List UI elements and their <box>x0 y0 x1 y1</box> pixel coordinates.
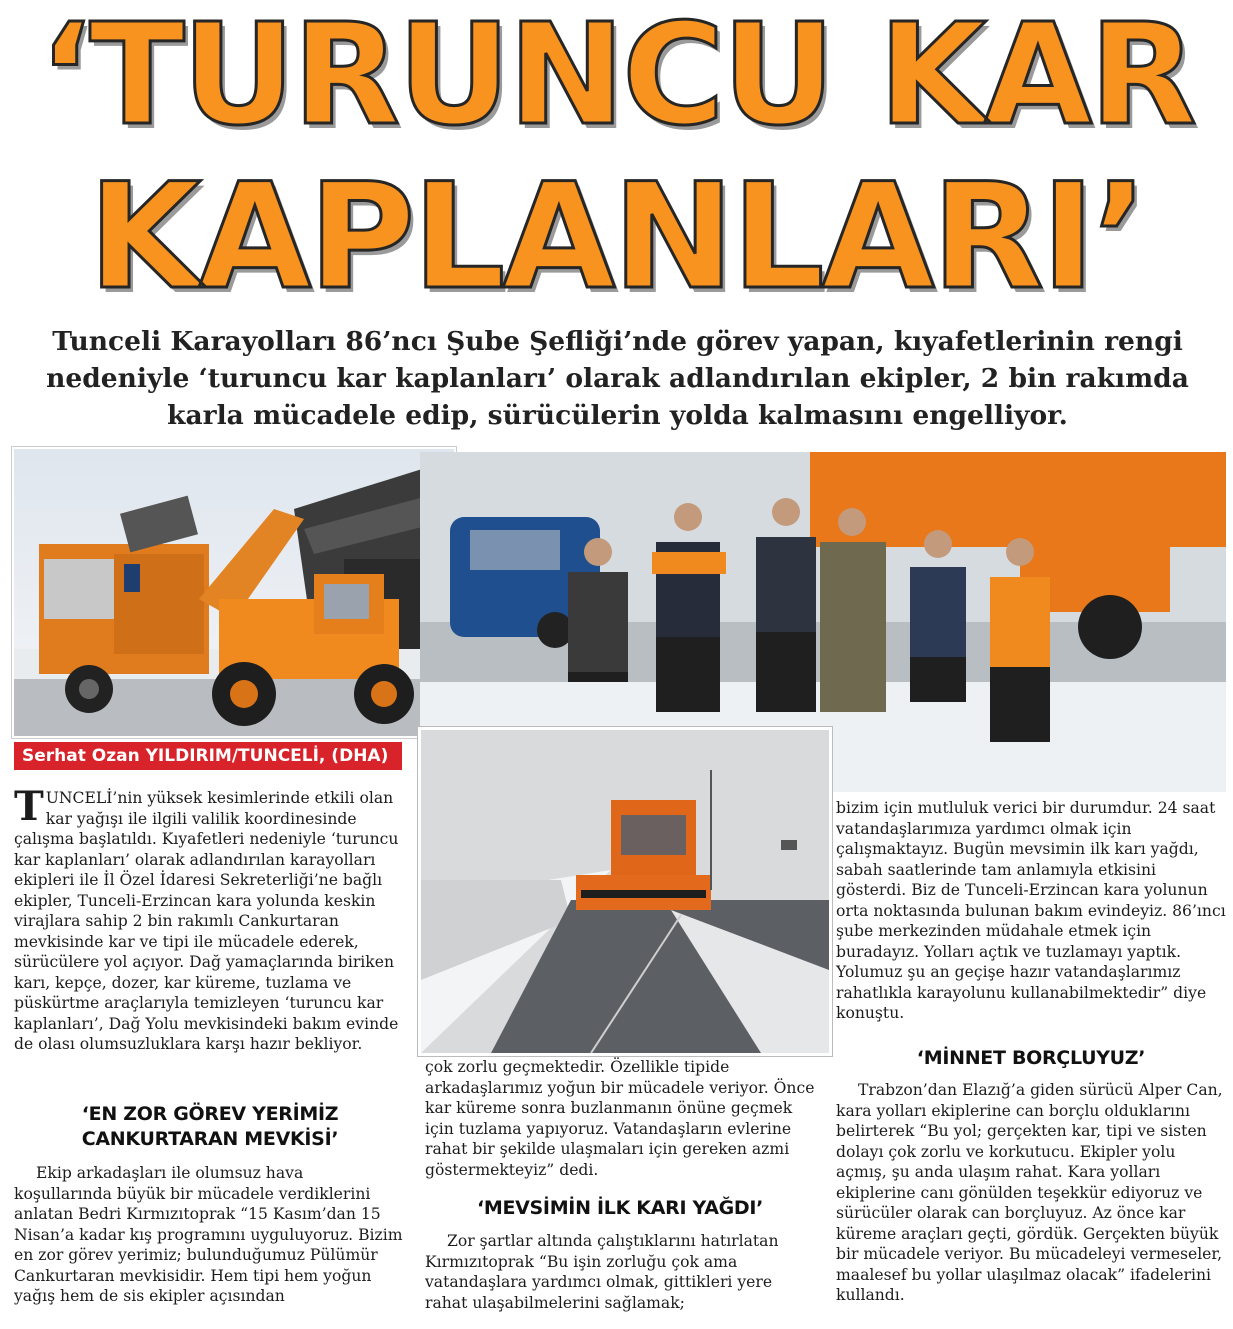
article-column-2-continued: Zor şartlar altında çalıştıklarını hatırlatan Kırmızıtoprak “Bu işin zorluğu çok ama vatandaşlara yardımcı olmak, gittikleri yere rahat ulaşabilmelerini sağlamak; <box>425 1232 779 1312</box>
standfirst: Tunceli Karayolları 86’ncı Şube Şefliği’nde görev yapan, kıyafetlerinin rengi nedeniyle ‘turuncu kar kaplanları’ olarak adlandırılan ekipler, 2 bin rakımda karla mücadele edip, sürücülerin yolda kalmasını engelliyor. <box>46 326 1189 431</box>
article-column-3: bizim için mutluluk verici bir durumdur. 24 saat vatandaşlarımıza yardımcı olmak için çalışmaktayız. Bugün mevsimin ilk karı yağdı, sabah saatlerinde tam anlamıyla etkisini gösterdi. Biz de Tunceli-Erzincan kara yolunun orta noktasında bulunan bakım evindeyiz. 86’ıncı şube merkezinden müdahale etmek için buradayız. Yolları açtık ve tuzlamayı yaptık. Yolumuz şu an geçişe hazır vatandaşlarımız rahatlıkla karayolunu kullanabilmektedir” diye konuştu. <box>836 799 1226 1022</box>
snow-plow-photo <box>418 727 832 1056</box>
loader-truck-photo <box>12 447 456 738</box>
article-column-2: çok zorlu geçmektedir. Özellikle tipide arkadaşlarımız yoğun bir mücadele veriyor. Önce kar küreme sonra buzlanmanın önüne geçmek için tuzlama yapıyoruz. Vatandaşların evlerine rahat bir şekilde ulaşmaları için gereken azmi göstermekteyiz” dedi. <box>425 1058 815 1179</box>
byline: Serhat Ozan YILDIRIM/TUNCELİ, (DHA) <box>14 742 402 770</box>
drop-cap: T <box>14 783 44 830</box>
headline-line-1: ‘TURUNCU KAR <box>39 0 1194 157</box>
article-column-1 <box>14 783 406 1055</box>
article-lead-paragraph: UNCELİ’nin yüksek kesimlerinde etkili olan kar yağışı ile ilgili valilik koordinesinde çalışma başlatıldı. Kıyafetleri nedeniyle ‘turuncu kar kaplanları’ olarak adlandırılan karayolları ekipleri ile İl Özel İdaresi Sekreterliği’ne bağlı ekipler, Tunceli-Erzincan kara yolunda keskin virajlara sahip 2 bin rakımlı Cankurtaran mevkisinde kar ve tipi ile mücadele ederek, sürücülere yol açıyor. Dağ yamaçlarında biriken karı, kepçe, dozer, kar küreme, tuzlama ve püskürtme araçlarıyla temizleyen ‘turuncu kar kaplanları’, Dağ Yolu mevkisindeki bakım evinde de olası olumsuzluklara karşı hazır bekliyor. <box>14 789 399 1053</box>
article-column-1-continued: Ekip arkadaşları ile olumsuz hava koşullarında büyük bir mücadele verdiklerini anlatan Bedri Kırmızıtoprak “15 Kasım’dan 15 Nisan’a kadar kış programını uyguluyoruz. Bizim en zor görev yerimiz; bulunduğumuz Pülümür Cankurtaran mevkisidir. Hem tipi hem yoğun yağış hem de sis ekipler açısından <box>14 1164 403 1305</box>
headline-line-2: KAPLANLARI’ <box>88 152 1145 322</box>
headline <box>0 0 1233 322</box>
subhead-mevsimin-ilk-kari: ‘MEVSİMİN İLK KARI YAĞDI’ <box>476 1197 764 1219</box>
article-column-3-continued: Trabzon’dan Elazığ’a giden sürücü Alper Can, kara yolları ekiplerine can borçlu olduklarını belirterek “Bu yol; gerçekten kar, tipi ve sisten dolayı çok zorlu ve korkutucu. Ekipler yolu açmış, şu anda ulaşım rahat. Kara yolları ekiplerine canı gönülden teşekkür ediyoruz ve sürücüler olarak can borçluyuz. Az önce kar küreme araçları geçti, gördük. Gerçekten büyük bir mücadele veriyor. Bu mücadeleyi vermeseler, maalesef bu yollar ulaşılmaz olacak” ifadelerini kullandı. <box>836 1081 1223 1304</box>
subhead-minnet-borcluyuz: ‘MİNNET BORÇLUYUZ’ <box>916 1047 1146 1069</box>
subhead-en-zor-gorev: ‘EN ZOR GÖREV YERİMİZ CANKURTARAN MEVKİSİ’ <box>81 1103 339 1150</box>
